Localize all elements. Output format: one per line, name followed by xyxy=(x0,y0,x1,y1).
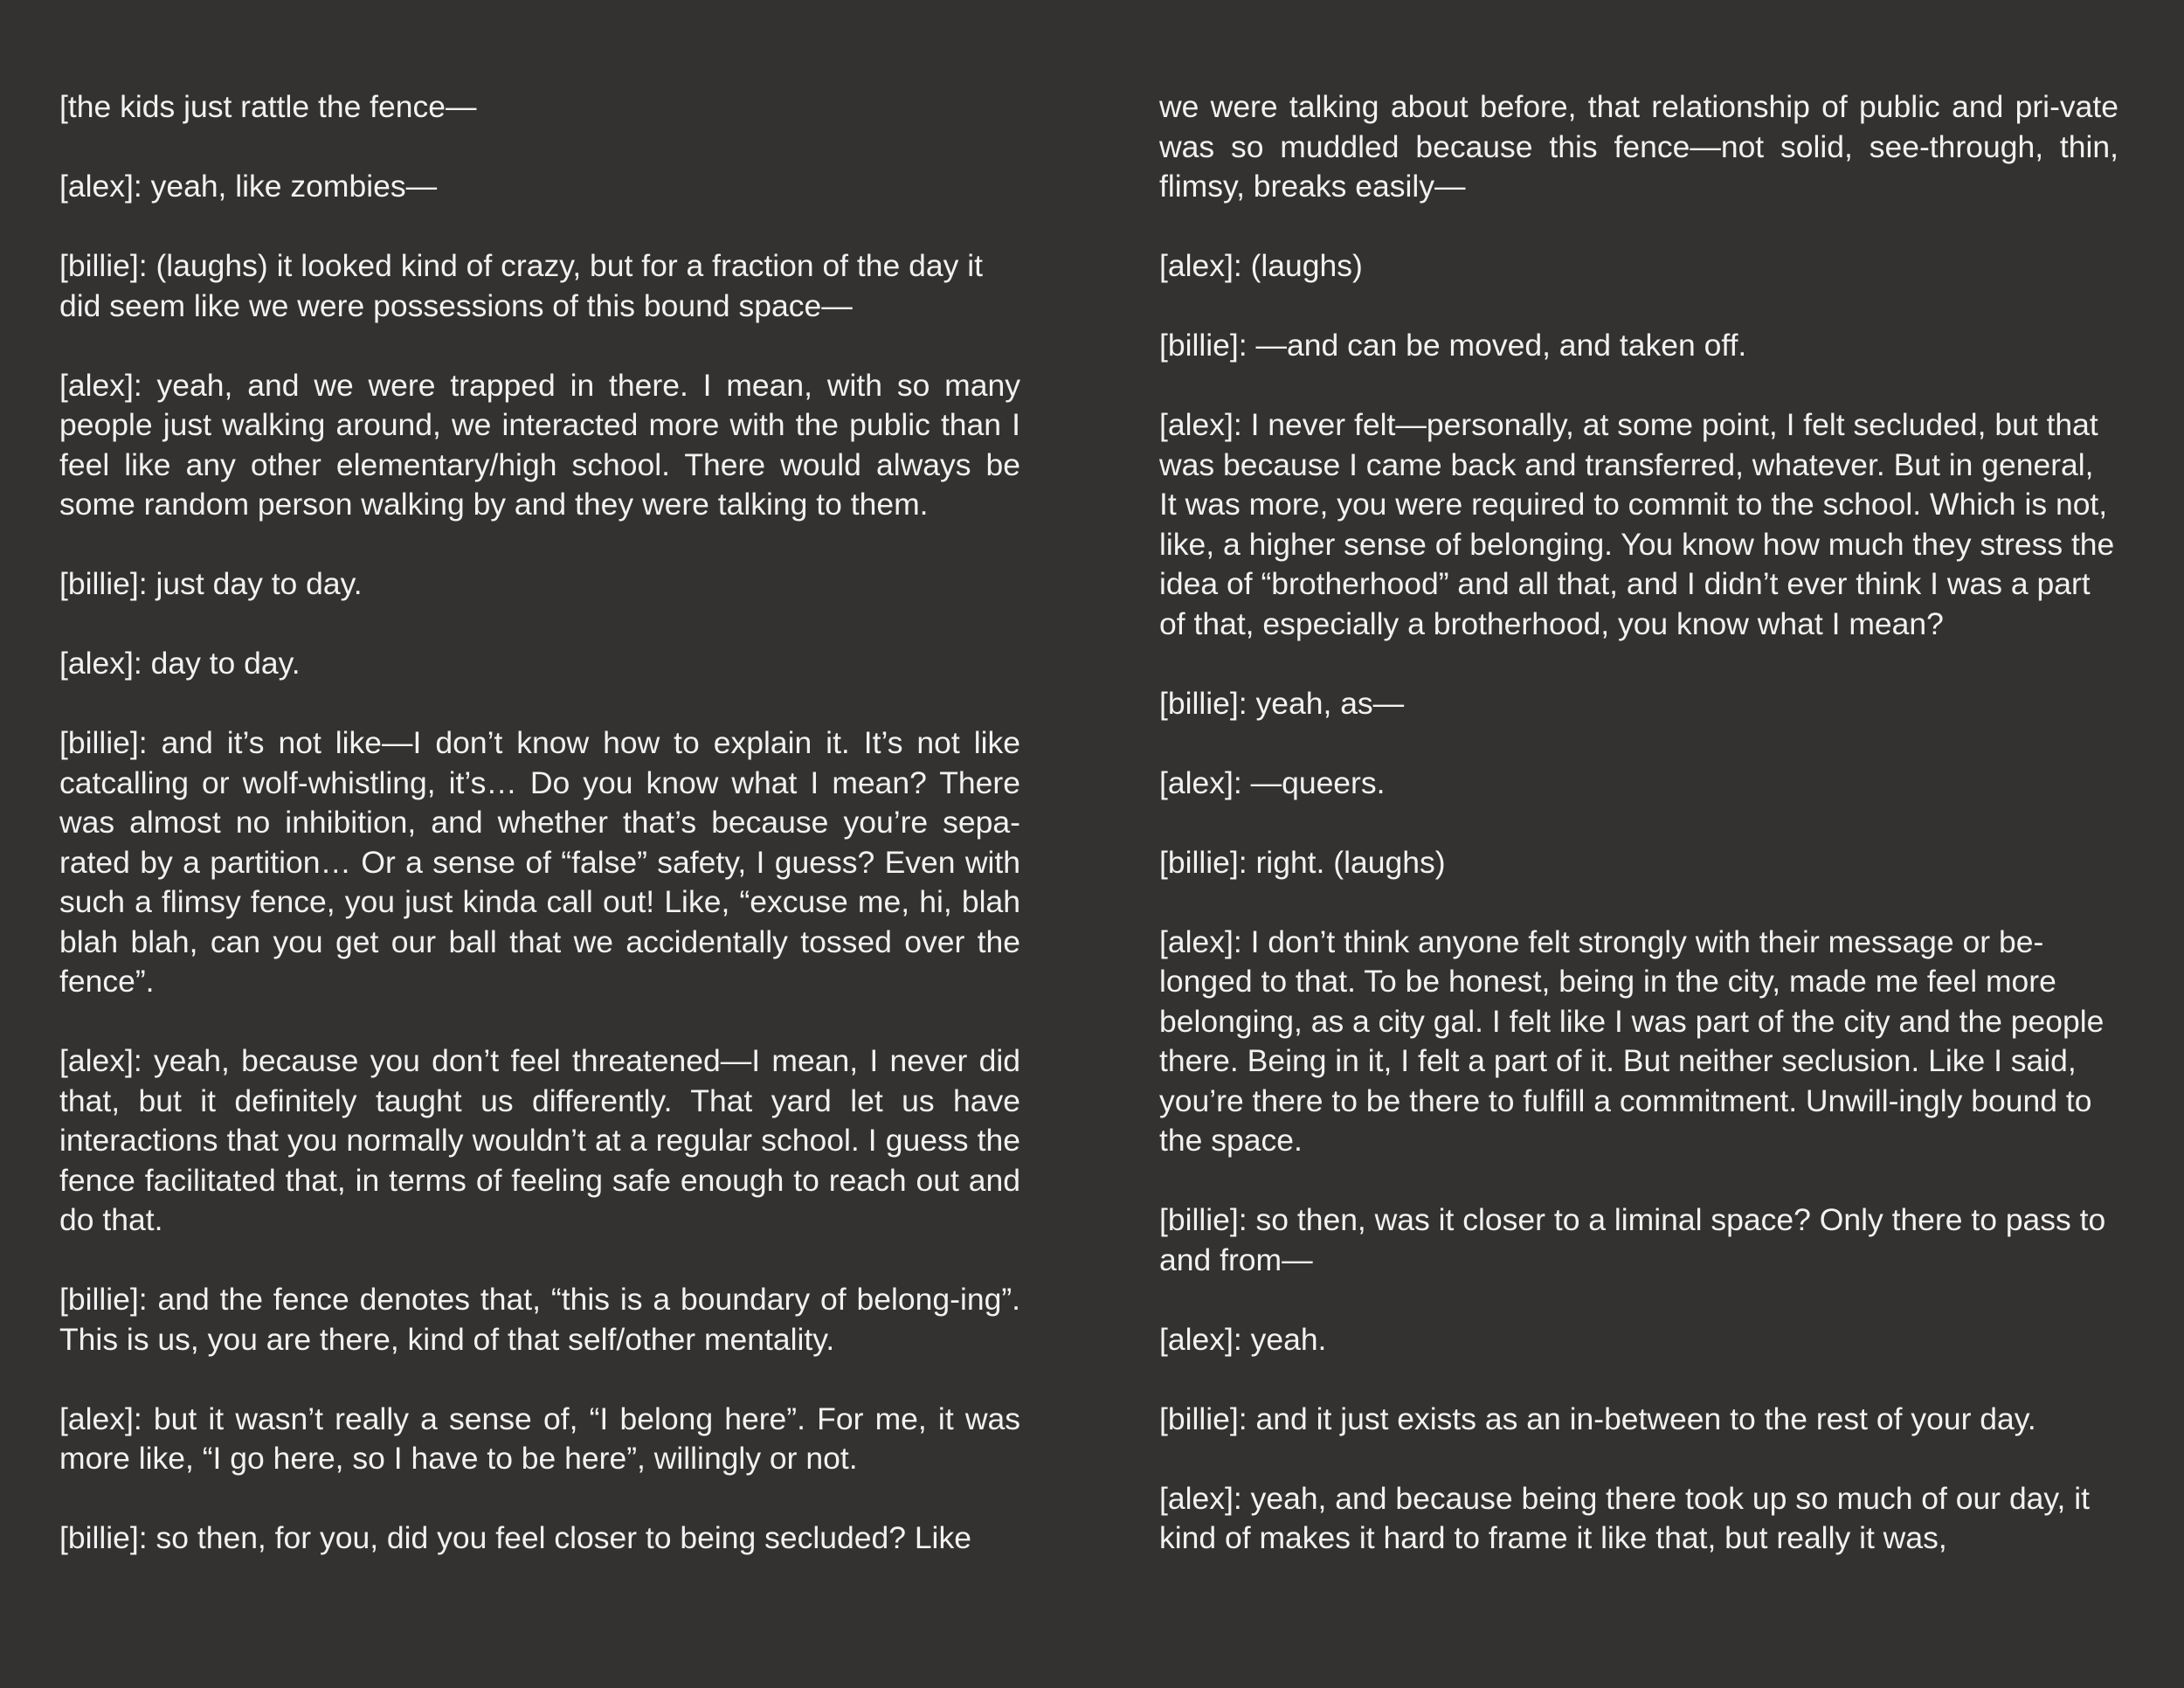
transcript-paragraph: [billie]: yeah, as— xyxy=(1159,685,1405,721)
transcript-paragraph: [alex]: yeah, like zombies— xyxy=(59,169,438,204)
transcript-paragraph: [billie]: just day to day. xyxy=(59,566,363,601)
transcript-paragraph: [alex]: I never felt—personally, at some point, I felt secluded, but that was because I came back and transferred, whatever. But in general, It was more, you were required to commit to the school. Which is not, like, a higher sense of belonging. You know how much they stress the idea of “brotherhood” and all that, and I didn’t ever think I was a part of that, especially a brotherhood, you know what I mean? xyxy=(1159,407,2115,641)
transcript-paragraph: [billie]: right. (laughs) xyxy=(1159,844,1446,880)
transcript-paragraph: [alex]: day to day. xyxy=(59,646,301,681)
transcript-paragraph: [billie]: and it just exists as an in-between to the rest of your day. xyxy=(1159,1401,2036,1436)
right-column xyxy=(1159,87,2118,1559)
transcript-paragraph: [alex]: yeah, and because being there took up so much of our day, it kind of makes it hard to frame it like that, but really it was, xyxy=(1159,1480,2091,1555)
transcript-paragraph: [alex]: but it wasn’t really a sense of, “I belong here”. For me, it was more like, “I go here, so I have to be here”, willingly or not. xyxy=(59,1401,1020,1476)
transcript-paragraph: [billie]: (laughs) it looked kind of crazy, but for a fraction of the day it did seem like we were possessions of this bound space— xyxy=(59,248,983,323)
left-column xyxy=(59,87,1020,1559)
transcript-paragraph: [alex]: —queers. xyxy=(1159,764,1386,800)
transcript-paragraph: [billie]: so then, was it closer to a liminal space? Only there to pass to and from— xyxy=(1159,1202,2106,1277)
transcript-paragraph: [alex]: yeah. xyxy=(1159,1321,1327,1357)
transcript-paragraph: [alex]: I don’t think anyone felt strongly with their message or be-longed to that. To be honest, being in the city, made me feel more belonging, as a city gal. I felt like I was part of the city and the people there. Being in it, I felt a part of it. But neither seclusion. Like I said, you’re there to be there to fulfill a commitment. Unwill-ingly bound to the space. xyxy=(1159,924,2105,1158)
transcript-paragraph: [alex]: (laughs) xyxy=(1159,248,1363,283)
transcript-paragraph: [the kids just rattle the fence— xyxy=(59,89,477,124)
transcript-paragraph: [billie]: and it’s not like—I don’t know how to explain it. It’s not like catcalling or wolf-whistling, it’s… Do you know what I mean? There was almost no inhibition, and whether that’s because you’re sepa-rated by a partition… Or a sense of “false” safety, I guess? Even with such a flimsy fence, you just kinda call out! Like, “excuse me, hi, blah blah blah, can you get our ball that we accidentally tossed over the fence”. xyxy=(59,725,1020,999)
transcript-paragraph: [alex]: yeah, because you don’t feel threatened—I mean, I never did that, but it definitely taught us differently. That yard let us have interactions that you normally wouldn’t at a regular school. I guess the fence facilitated that, in terms of feeling safe enough to reach out and do that. xyxy=(59,1043,1020,1237)
transcript-paragraph: [billie]: so then, for you, did you feel closer to being secluded? Like xyxy=(59,1520,971,1555)
transcript-paragraph: [billie]: and the fence denotes that, “this is a boundary of belong-ing”. This is us, you are there, kind of that self/other mentality. xyxy=(59,1282,1020,1357)
transcript-paragraph: we were talking about before, that relationship of public and pri-vate was so muddled because this fence—not solid, see-through, thin, flimsy, breaks easily— xyxy=(1159,89,2118,204)
transcript-paragraph: [billie]: —and can be moved, and taken off. xyxy=(1159,328,1747,363)
transcript-paragraph: [alex]: yeah, and we were trapped in there. I mean, with so many people just walking around, we interacted more with the public than I feel like any other elementary/high school. There would always be some random person walking by and they were talking to them. xyxy=(59,367,1020,522)
